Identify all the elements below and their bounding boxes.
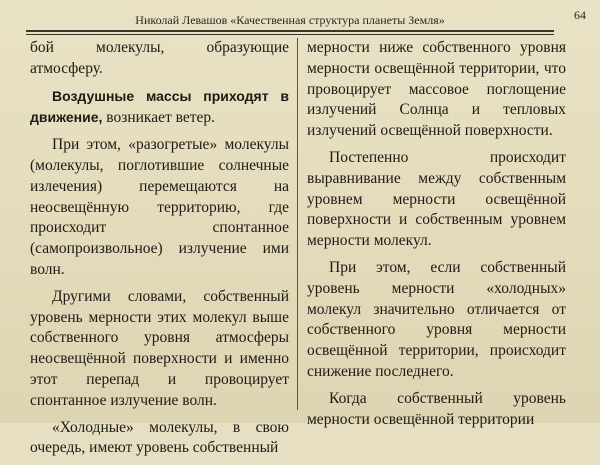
- paragraph: Другими словами, собственный уровень мерности этих молекул выше собственного уровня атмосферы неосвещённой поверхности и именно этот перепад и провоцирует спонтанное излучение волн.: [30, 287, 289, 409]
- paragraph: мерности ниже собственного уровня мерности освещённой территории, что провоцирует массовое поглощение излучений Солнца и тепловых излучений освещённой поверхности.: [307, 39, 566, 140]
- paragraph: Когда собственный уровень мерности освещённой территории: [307, 389, 566, 428]
- column-divider: [297, 38, 298, 410]
- header-rule-thin: [26, 34, 554, 35]
- paragraph: «Холодные» молекулы, в свою очередь, имеют уровень собственный: [30, 418, 289, 457]
- header-title: Николай Левашов «Качественная структура планеты Земля»: [135, 13, 445, 27]
- bold-phrase: Воздушные массы приходят в движение,: [30, 87, 289, 126]
- paragraph: При этом, «разогретые» молекулы (молекулы, поглотившие солнечные излечения) перемещаются на неосвещённую территорию, где происходит спонтанное (самопроизвольное) излучение ими волн.: [30, 136, 289, 278]
- paragraph: бой молекулы, образующие атмосферу.: [30, 39, 289, 77]
- left-column: [30, 38, 289, 465]
- right-column: [307, 38, 566, 436]
- page-number: 64: [574, 8, 586, 22]
- paragraph: [30, 86, 289, 130]
- paragraph: При этом, если собственный уровень мерности «холодных» молекул значительно отличается от собственного уровня мерности освещённой территории, происходит снижение последнего.: [307, 258, 566, 380]
- paragraph-text: возникает ветер.: [102, 109, 216, 127]
- paragraph: Постепенно происходит выравнивание между собственным уровнем мерности освещённой поверхности и собственным уровнем мерности молекул.: [307, 148, 566, 250]
- header-rule: [26, 30, 554, 32]
